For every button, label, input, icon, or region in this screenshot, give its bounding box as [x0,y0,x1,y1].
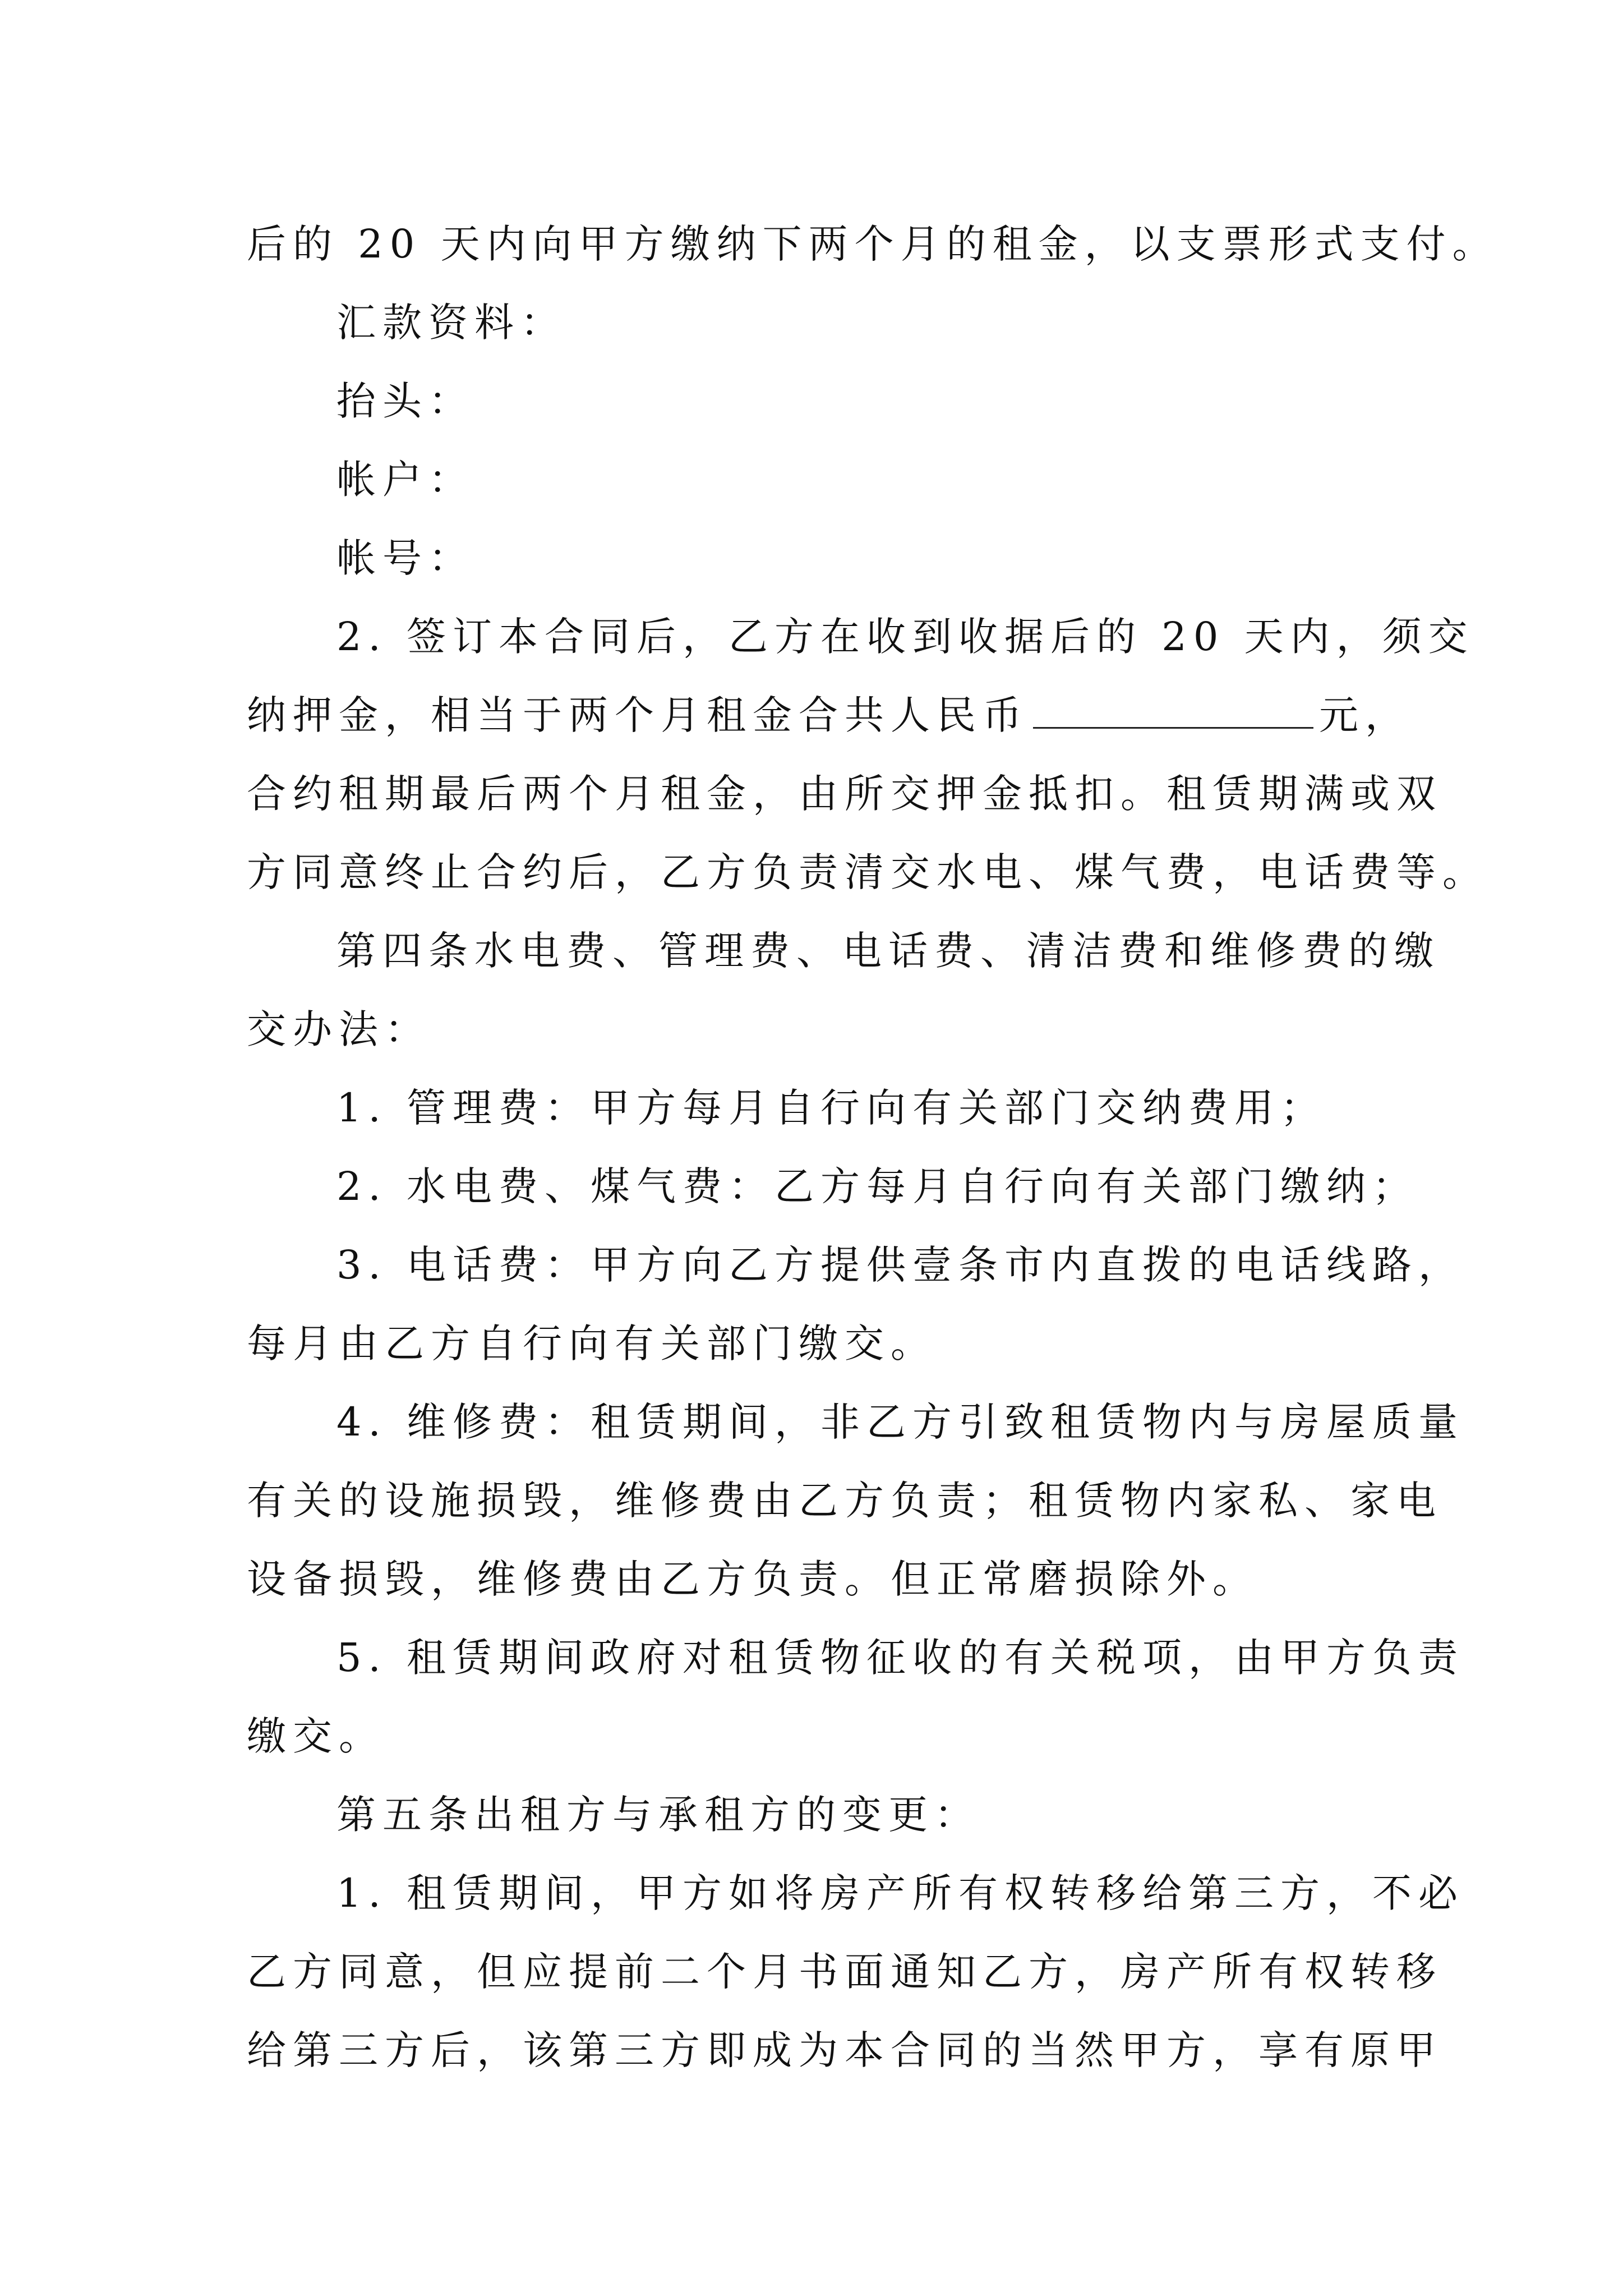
text-line: 交办法： [247,1006,431,1052]
text-line: 给第三方后，该第三方即成为本合同的当然甲方，享有原甲 [247,2027,1442,2073]
text-line: 帐户： [336,457,474,503]
text-line: 合约租期最后两个月租金，由所交押金抵扣。租赁期满或双 [247,771,1442,817]
text-line: 汇款资料： [336,300,566,346]
text-line: 2. 签订本合同后，乙方在收到收据后的 20 天内，须交 [336,614,1474,660]
text-segment: 元， [1319,692,1411,738]
text-line: 1. 租赁期间，甲方如将房产所有权转移给第三方，不必 [336,1870,1465,1916]
amount-blank [1033,692,1313,729]
text-line: 4. 维修费：租赁期间，非乙方引致租赁物内与房屋质量 [336,1399,1465,1445]
text-line: 设备损毁，维修费由乙方负责。但正常磨损除外。 [247,1556,1258,1602]
text-line: 乙方同意，但应提前二个月书面通知乙方，房产所有权转移 [247,1949,1442,1995]
deposit-line [247,676,1411,754]
text-line: 1. 管理费：甲方每月自行向有关部门交纳费用； [336,1085,1327,1131]
text-line: 第五条出租方与承租方的变更： [336,1792,980,1838]
text-line: 方同意终止合约后，乙方负责清交水电、煤气费，电话费等。 [247,849,1488,895]
text-line: 每月由乙方自行向有关部门缴交。 [247,1320,937,1366]
text-line: 有关的设施损毁，维修费由乙方负责；租赁物内家私、家电 [247,1478,1442,1524]
text-line: 2. 水电费、煤气费：乙方每月自行向有关部门缴纳； [336,1163,1419,1209]
text-line: 缴交。 [247,1713,385,1759]
text-line: 抬头： [336,378,474,424]
text-line: 第四条水电费、管理费、电话费、清洁费和维修费的缴 [336,928,1440,974]
text-line: 帐号： [336,535,474,581]
text-line: 3. 电话费：甲方向乙方提供壹条市内直拨的电话线路， [336,1242,1465,1288]
text-segment: 纳押金，相当于两个月租金合共人民币 [247,692,1029,738]
text-line: 5. 租赁期间政府对租赁物征收的有关税项，由甲方负责 [336,1635,1465,1681]
text-line: 后的 20 天内向甲方缴纳下两个月的租金，以支票形式支付。 [247,221,1498,267]
